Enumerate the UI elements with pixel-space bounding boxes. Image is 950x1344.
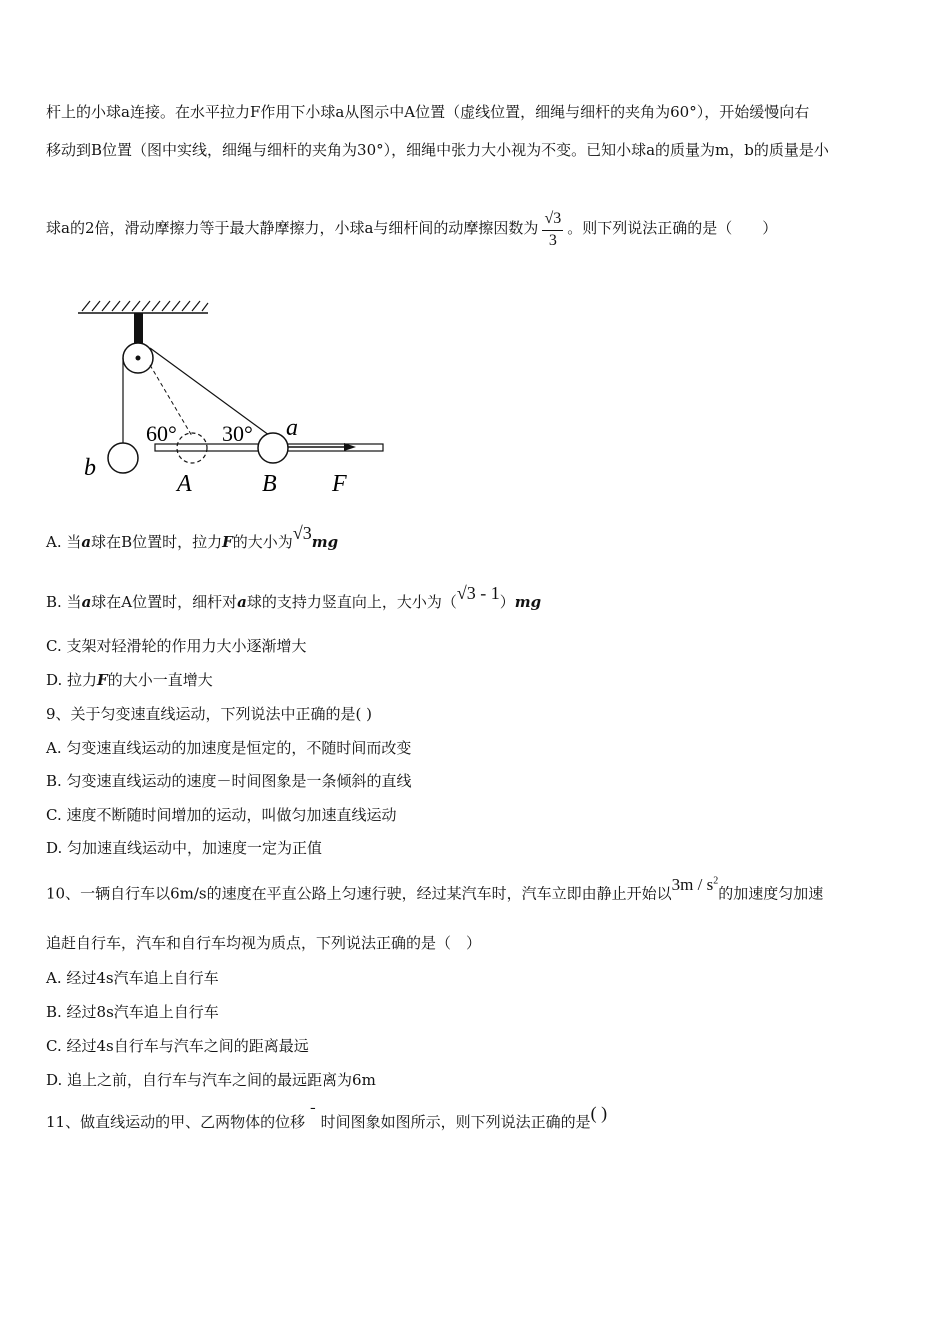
label-b: b — [84, 455, 96, 481]
q8-a-text: 球在B位置时，拉力 — [91, 533, 223, 551]
q8-option-b[interactable] — [46, 584, 541, 618]
q8-b-close: ） — [499, 593, 515, 611]
ball-a-position-B — [258, 433, 288, 463]
q10-stem-2: 追赶自行车，汽车和自行车均视为质点，下列说法正确的是（ ） — [46, 934, 482, 952]
pulley-axle — [136, 356, 141, 361]
intro-line-2: 移动到B位置（图中实线，细绳与细杆的夹角为30°），细绳中张力大小视为不变。已知小球a的质量为m，b的质量是小 — [46, 141, 829, 159]
q8-a-value: √3 — [292, 523, 312, 543]
q10-option-b[interactable]: B. 经过8s汽车追上自行车 — [46, 1003, 219, 1021]
q11-dash: ˉ — [309, 1105, 317, 1123]
support-rod — [134, 313, 143, 343]
intro-line-3 — [46, 203, 777, 253]
mu-denominator: 3 — [548, 231, 557, 249]
q10-acceleration — [672, 875, 719, 894]
intro-line-3-text: 球a的2倍，滑动摩擦力等于最大静摩擦力，小球a与细杆间的动摩擦因数为 — [46, 219, 539, 237]
q8-a-tail: 的大小为 — [232, 533, 293, 551]
q9-option-c[interactable]: C. 速度不断随时间增加的运动，叫做匀加速直线运动 — [46, 806, 397, 824]
label-B: B — [262, 471, 277, 497]
q8-a-unit: mg — [311, 533, 339, 551]
q8-d-prefix: D. 拉力 — [46, 671, 98, 689]
pulley-figure — [70, 295, 390, 500]
q8-b-var: a — [81, 593, 92, 611]
label-A: A — [177, 471, 192, 497]
q11-stem — [46, 1103, 608, 1136]
ball-b — [108, 443, 138, 473]
q9-option-a[interactable]: A. 匀变速直线运动的加速度是恒定的，不随时间而改变 — [46, 739, 412, 757]
q8-option-d[interactable] — [46, 670, 213, 690]
angle-60-label: 60° — [146, 421, 177, 446]
q8-a-prefix: A. 当 — [46, 533, 82, 551]
q10-accel-exponent: 2 — [713, 875, 719, 886]
q10-option-a[interactable]: A. 经过4s汽车追上自行车 — [46, 969, 219, 987]
q11-answer-paren: ( ) — [590, 1103, 608, 1123]
angle-30-label: 30° — [222, 421, 253, 446]
ceiling-hatch — [82, 301, 208, 311]
q8-b-prefix: B. 当 — [46, 593, 82, 611]
label-a: a — [286, 415, 298, 441]
q8-b-tail: 球的支持力竖直向上，大小为（ — [246, 593, 457, 611]
q10-stem — [46, 872, 823, 908]
q8-b-value: √3 - 1 — [456, 583, 500, 603]
q8-a-var: a — [81, 533, 92, 551]
q10-option-c[interactable]: C. 经过4s自行车与汽车之间的距离最远 — [46, 1037, 309, 1055]
intro-line-1: 杆上的小球a连接。在水平拉力F作用下小球a从图示中A位置（虚线位置，细绳与细杆的夹角为60°），开始缓慢向右 — [46, 103, 810, 121]
q8-d-text: 的大小一直增大 — [107, 671, 213, 689]
mu-numerator: √3 — [542, 208, 563, 231]
intro-line-3-tail: 。则下列说法正确的是（ ） — [567, 219, 778, 237]
q11-stem-text: 11、做直线运动的甲、乙两物体的位移 — [46, 1113, 306, 1131]
q10-option-d[interactable]: D. 追上之前，自行车与汽车之间的最远距离为6m — [46, 1071, 376, 1089]
mu-fraction — [542, 208, 563, 251]
q10-stem-tail: 的加速度匀加速 — [718, 884, 824, 903]
q8-a-force: F — [222, 533, 233, 551]
q8-option-c[interactable]: C. 支架对轻滑轮的作用力大小逐渐增大 — [46, 637, 307, 655]
q8-d-force: F — [97, 671, 108, 689]
q11-stem-text-2: 时间图象如图所示，则下列说法正确的是 — [320, 1113, 591, 1131]
q8-b-text: 球在A位置时，细杆对 — [91, 593, 238, 611]
q10-stem-text: 10、一辆自行车以6m/s的速度在平直公路上匀速行驶，经过某汽车时，汽车立即由静止开始以 — [46, 884, 672, 903]
q8-option-a[interactable] — [46, 524, 338, 558]
q10-accel-value: 3m / s — [671, 874, 714, 894]
q8-b-unit: mg — [514, 593, 542, 611]
q9-option-b[interactable]: B. 匀变速直线运动的速度－时间图象是一条倾斜的直线 — [46, 772, 412, 790]
label-F: F — [332, 471, 347, 497]
q8-b-var2: a — [237, 593, 247, 611]
q9-option-d[interactable]: D. 匀加速直线运动中，加速度一定为正值 — [46, 839, 323, 857]
q9-stem: 9、关于匀变速直线运动，下列说法中正确的是( ) — [46, 705, 373, 723]
